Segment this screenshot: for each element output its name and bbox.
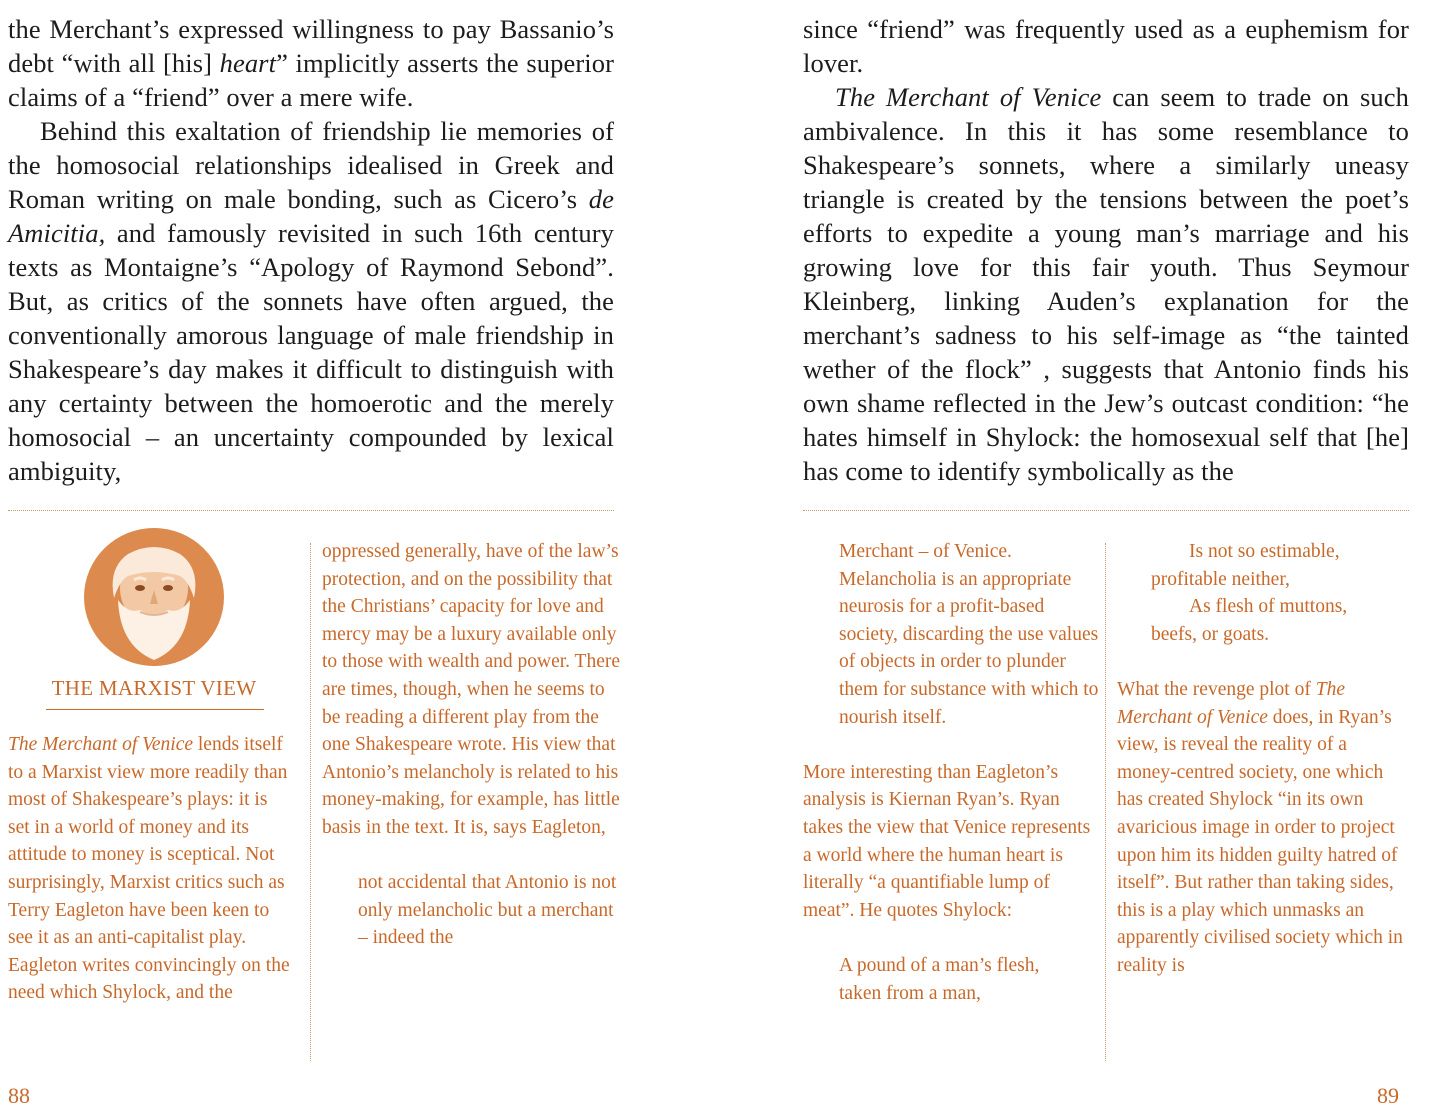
bearded-man-portrait-icon bbox=[84, 528, 224, 666]
verse-line: Is not so estimable, bbox=[1189, 541, 1340, 562]
page-number-right: 89 bbox=[1377, 1083, 1399, 1108]
right-sidebar-column-2 bbox=[1117, 538, 1409, 980]
verse-line: taken from a man, bbox=[839, 982, 981, 1004]
right-main-text bbox=[803, 12, 1409, 488]
sidebar-title-underline bbox=[46, 709, 264, 710]
left-page bbox=[8, 0, 621, 1117]
left-dotted-divider bbox=[8, 510, 614, 511]
sidebar-col2-quote: not accidental that Antonio is not only melancholic but a merchant – indeed the bbox=[358, 872, 617, 949]
portrait-drawing bbox=[84, 528, 224, 666]
sidebar-col2-text: oppressed generally, have of the law’s protection, and on the possibility that the Christians’ capacity for love and mercy may be a luxury available only to those with wealth and power. There are times, though, when he seems to be reading a different play from the one Shakespeare wrote. His view that Antonio’s melancholy is related to his money-making, for example, has little basis in the text. It is, says Eagleton, bbox=[322, 541, 621, 838]
right-paragraph-1: since “friend” was frequently used as a euphemism for lover. bbox=[803, 14, 1409, 78]
left-paragraph-1: the Merchant’s expressed willingness to pay Bassanio’s debt “with all [his] heart” implicitly asserts the superior claims of a “friend” over a mere wife. bbox=[8, 14, 614, 112]
left-main-text bbox=[8, 12, 614, 488]
sidebar-right-quote: Merchant – of Venice. Melancholia is an appropriate neurosis for a profit-based society, discarding the use values of objects in order to plunder them for substance with which to nourish itself. bbox=[839, 541, 1099, 728]
left-column-divider bbox=[310, 543, 311, 1061]
left-sidebar-column-2 bbox=[322, 538, 622, 952]
sidebar-right-col1-text: More interesting than Eagleton’s analysis is Kiernan Ryan’s. Ryan takes the view that Venice represents a world where the human heart is literally “a quantifiable lump of meat”. He quotes Shylock: bbox=[803, 761, 1091, 921]
sidebar-col1-text: The Merchant of Venice lends itself to a Marxist view more readily than most of Shakespeare’s plays: it is set in a world of money and its attitude to money is sceptical. Not surprisingly, Marxist critics such as Terry Eagleton have been keen to see it as an anti-capitalist play. Eagleton writes convincingly on the need which Shylock, and the bbox=[8, 734, 290, 1004]
sidebar-right-col2-text: What the revenge plot of The Merchant of Venice does, in Ryan’s view, is reveal the reality of a money-centred society, one which has created Shylock “in its own avaricious image in order to project upon him its hidden guilty hatred of itself”. But rather than taking sides, this is a play which unmasks an apparently civilised society which in reality is bbox=[1117, 678, 1403, 976]
right-sidebar-column-1 bbox=[803, 538, 1099, 1007]
right-page bbox=[803, 0, 1409, 1117]
verse-line: profitable neither, bbox=[1151, 568, 1290, 590]
page-number-left: 88 bbox=[8, 1083, 30, 1108]
verse-line: As flesh of muttons, bbox=[1189, 596, 1348, 618]
right-column-divider bbox=[1105, 543, 1106, 1061]
sidebar-title: THE MARXIST VIEW bbox=[51, 676, 257, 700]
right-paragraph-2: The Merchant of Venice can seem to trade on such ambivalence. In this it has some resemblance to Shakespeare’s sonnets, where a similarly uneasy triangle is created by the tensions between the poet’s efforts to expedite a young man’s marriage and his growing love for this fair youth. Thus Seymour Kleinberg, linking Auden’s explanation for the merchant’s sadness to his self-image as “the tainted wether of the flock” , suggests that Antonio finds his own shame reflected in the Jew’s outcast condition: “he hates himself in Shylock: the homosexual self that [he] has come to identify symbolically as the bbox=[803, 82, 1409, 486]
left-sidebar-column-1 bbox=[8, 731, 293, 1007]
verse-line: A pound of a man’s flesh, bbox=[839, 954, 1040, 976]
left-paragraph-2: Behind this exaltation of friendship lie memories of the homosocial relationships idealised in Greek and Roman writing on male bonding, such as Cicero’s de Amicitia, and famously revisited in such 16th century texts as Montaigne’s “Apology of Raymond Sebond”. But, as critics of the sonnets have often argued, the conventionally amorous language of male friendship in Shakespeare’s day makes it difficult to distinguish with any certainty between the homoerotic and the merely homosocial – an uncertainty compounded by lexical ambiguity, bbox=[8, 116, 614, 486]
verse-line: beefs, or goats. bbox=[1151, 623, 1270, 645]
right-dotted-divider bbox=[803, 510, 1409, 511]
